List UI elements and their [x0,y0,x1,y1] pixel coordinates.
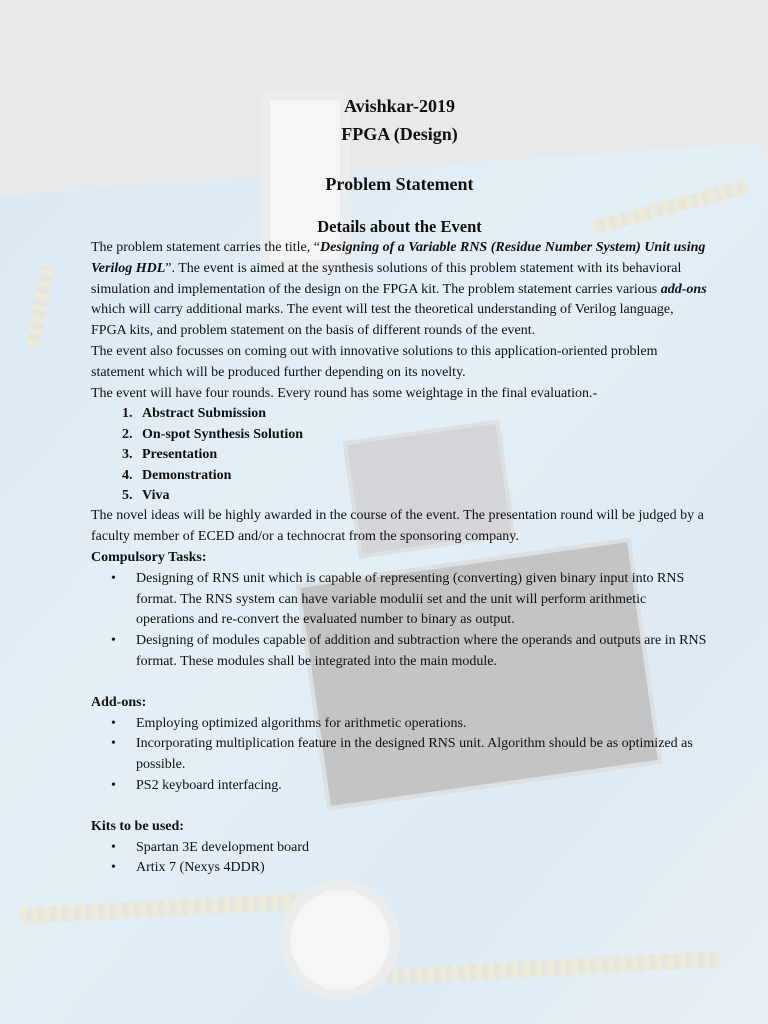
addons-list [91,714,708,797]
compulsory-heading: Compulsory Tasks: [91,550,207,565]
kits-list [91,838,708,880]
addons-emphasis: add-ons [660,281,707,297]
compulsory-list [91,569,708,673]
list-item: 4. Demonstration [136,466,708,486]
list-item: • Incorporating multiplication feature in the designed RNS unit. Algorithm should be as optimized as possible. [136,734,708,776]
list-item: 2. On-spot Synthesis Solution [136,425,708,445]
category-title: FPGA (Design) [341,124,458,144]
list-item: 5. Viva [136,486,708,506]
section-title: Problem Statement [325,174,474,194]
judging-paragraph: The novel ideas will be highly awarded in the course of the event. The presentation round will be judged by a faculty member of ECED and/or a technocrat from the sponsoring company. [91,508,704,545]
details-heading: Details about the Event [317,217,482,236]
list-item: • Employing optimized algorithms for arithmetic operations. [136,714,708,735]
list-item: 1. Abstract Submission [136,404,708,424]
document-header [91,0,708,238]
intro-paragraph: The problem statement carries the title, “Designing of a Variable RNS (Residue Number System) Unit using Verilog HDL”. The event is aimed at the synthesis solutions of this problem statement with its behavioral simulation and implementation of the design on the FPGA kit. The problem statement carries various add-ons which will carry additional marks. The event will test the theoretical understanding of Verilog language, FPGA kits, and problem statement on the basis of different rounds of the event. [91,240,707,339]
innovation-paragraph: The event also focusses on coming out with innovative solutions to this application-oriented problem statement which will be produced further depending on its novelty. [91,343,658,380]
list-item: • PS2 keyboard interfacing. [136,776,708,797]
list-item: • Designing of modules capable of addition and subtraction where the operands and outputs are in RNS format. These modules shall be integrated into the main module. [136,631,708,673]
list-item: • Artix 7 (Nexys 4DDR) [136,858,708,879]
event-title: Avishkar-2019 [343,96,455,116]
list-item: 3. Presentation [136,445,708,465]
rounds-list [91,404,708,506]
rounds-intro: The event will have four rounds. Every round has some weightage in the final evaluation.- [91,385,598,401]
kits-heading: Kits to be used: [91,818,184,834]
list-item: • Designing of RNS unit which is capable of representing (converting) given binary input into RNS format. The RNS system can have variable modulii set and the unit will perform arithmetic operations and re-convert the evaluated number to binary as output. [136,569,708,631]
problem-title: Designing of a Variable RNS (Residue Number System) Unit using Verilog HDL [91,240,706,276]
addons-heading: Add-ons: [91,694,147,710]
list-item: • Spartan 3E development board [136,838,708,859]
